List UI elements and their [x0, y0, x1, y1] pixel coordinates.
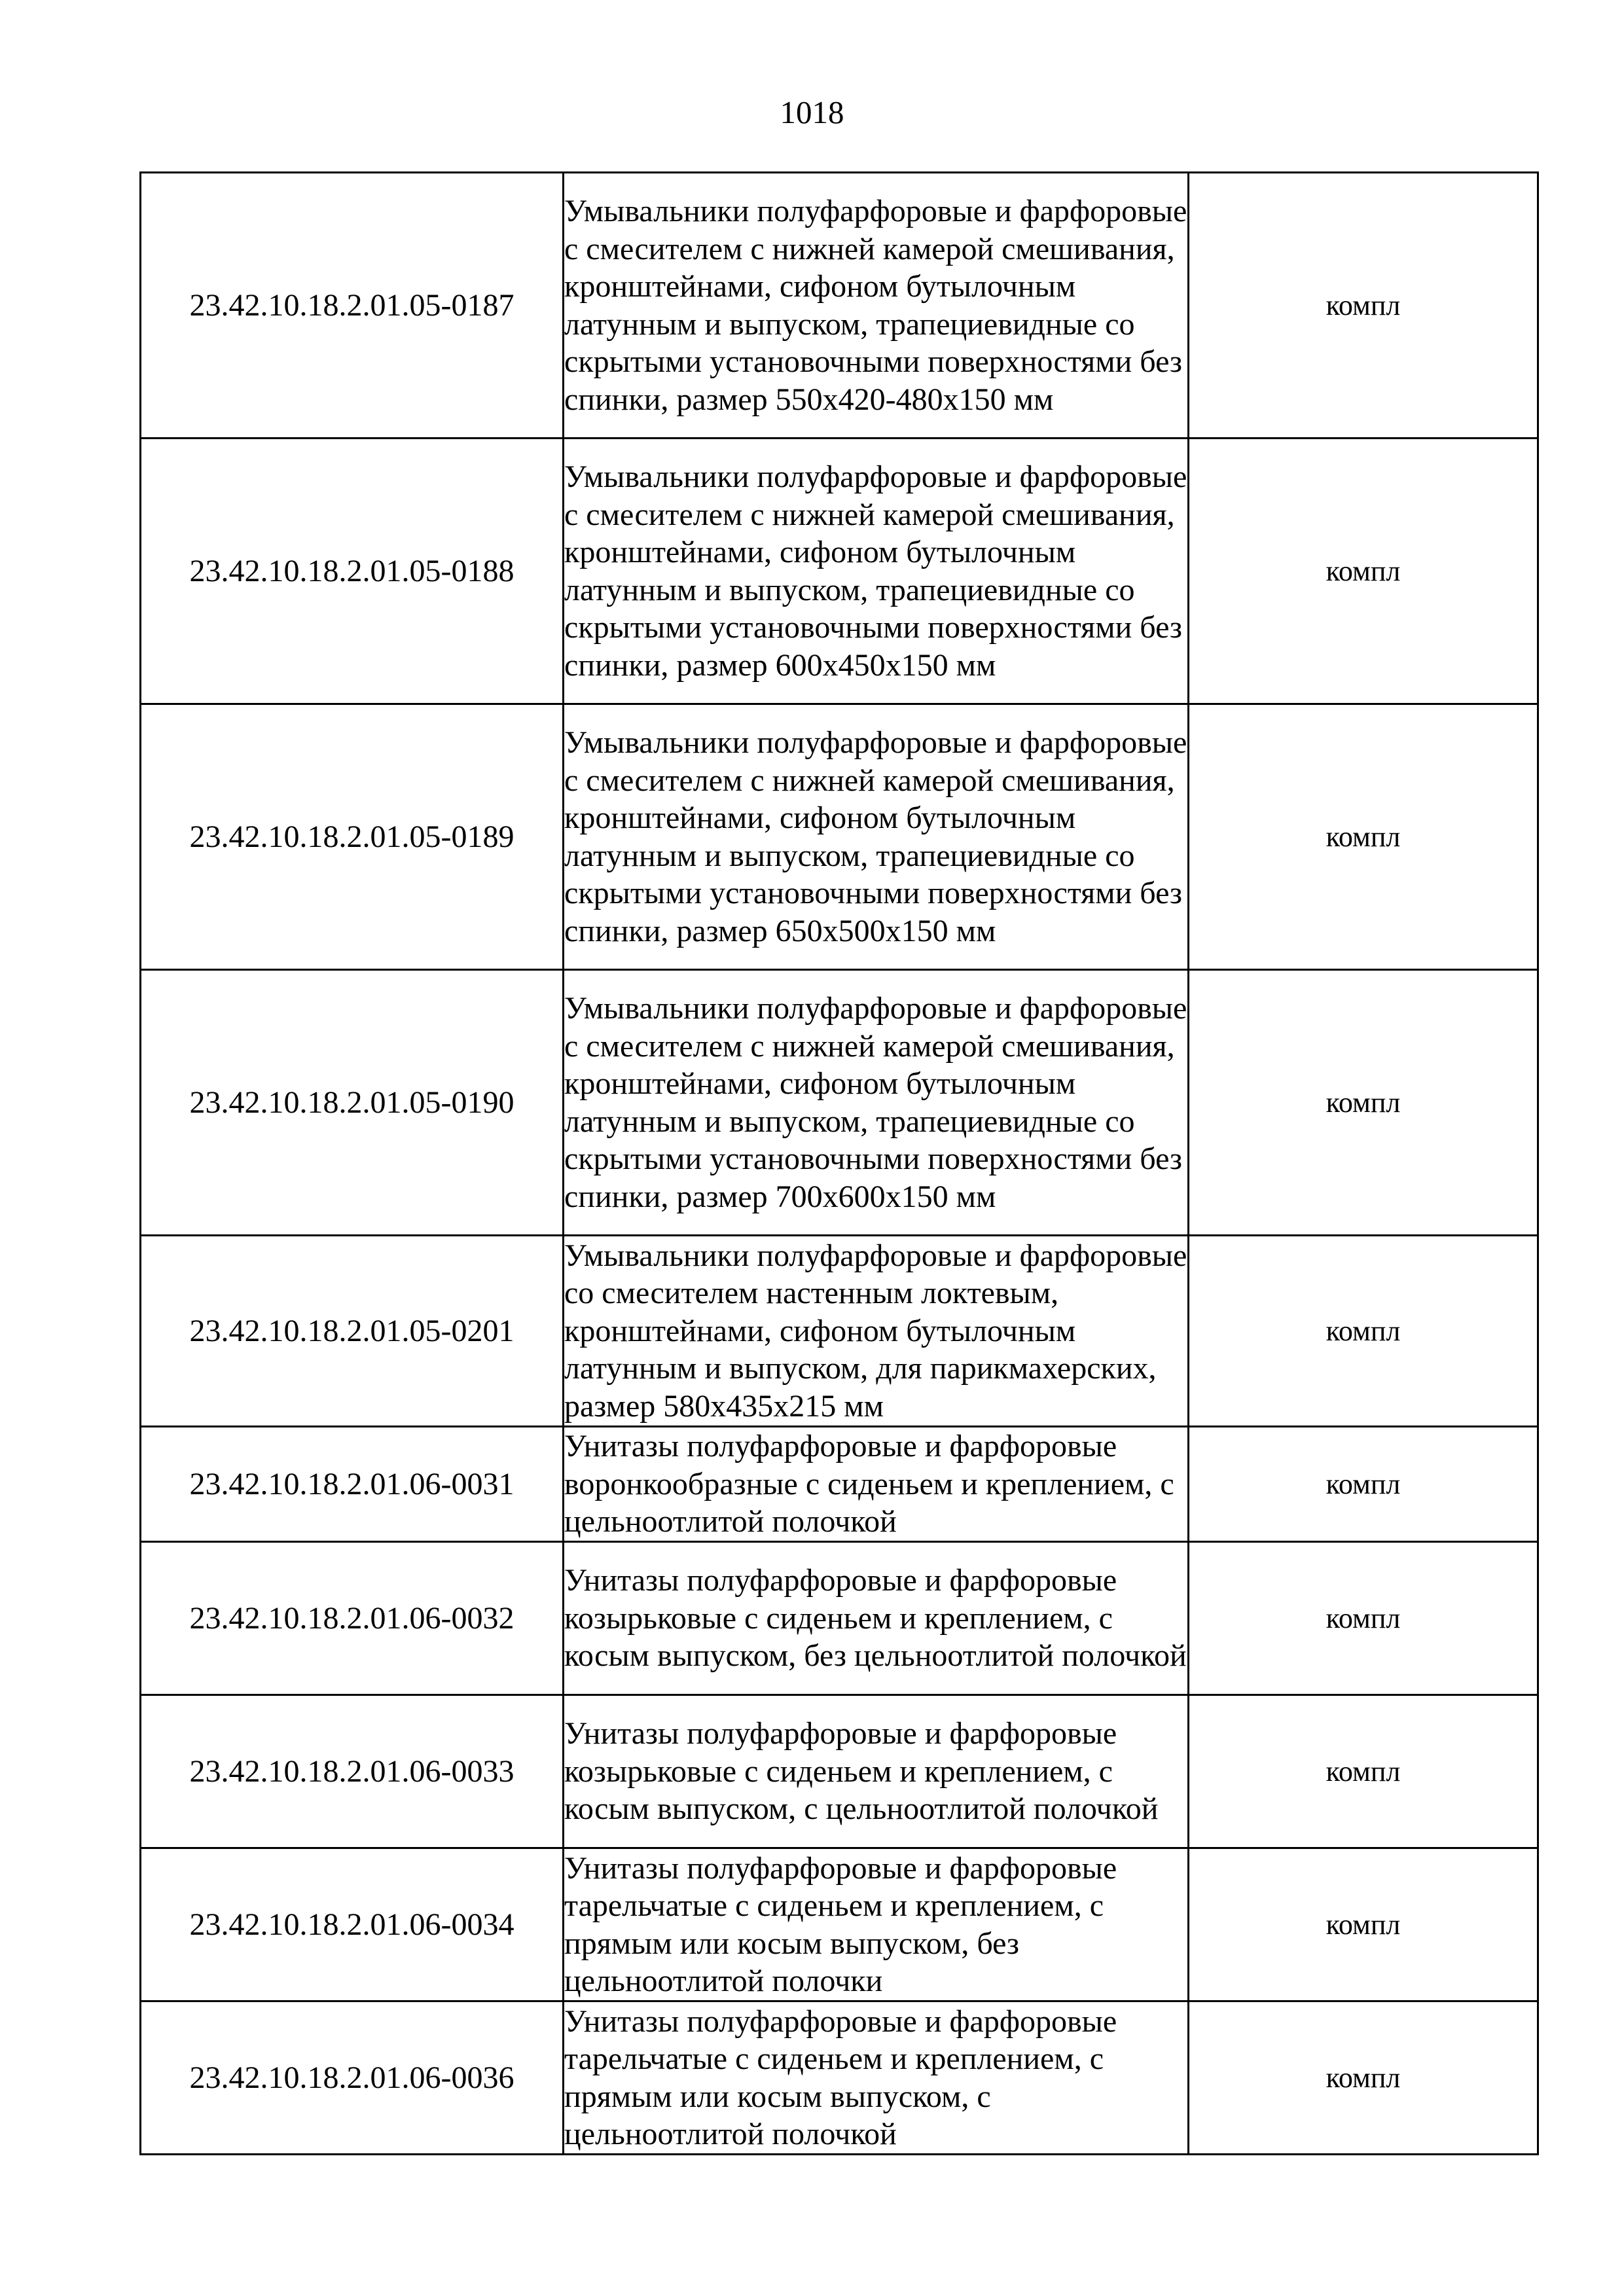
row-description: Унитазы полуфарфоровые и фарфоровые тарельчатые с сиденьем и креплением, с прямым или косым выпуском, без цельноотлитой полочки	[564, 1848, 1189, 2001]
table-row	[141, 1848, 1538, 2001]
row-code: 23.42.10.18.2.01.05-0189	[141, 704, 564, 970]
table-row	[141, 1236, 1538, 1427]
row-code: 23.42.10.18.2.01.05-0187	[141, 173, 564, 439]
row-unit: компл	[1189, 1848, 1538, 2001]
row-code: 23.42.10.18.2.01.06-0034	[141, 1848, 564, 2001]
row-description: Умывальники полуфарфоровые и фарфоровые с смесителем с нижней камерой смешивания, кронштейнами, сифоном бутылочным латунным и выпуском, трапециевидные со скрытыми установочными поверхностями без спинки, размер 700х600х150 мм	[564, 970, 1189, 1236]
row-description: Умывальники полуфарфоровые и фарфоровые с смесителем с нижней камерой смешивания, кронштейнами, сифоном бутылочным латунным и выпуском, трапециевидные со скрытыми установочными поверхностями без спинки, размер 650х500х150 мм	[564, 704, 1189, 970]
row-unit: компл	[1189, 173, 1538, 439]
row-code: 23.42.10.18.2.01.05-0201	[141, 1236, 564, 1427]
row-description: Унитазы полуфарфоровые и фарфоровые козырьковые с сиденьем и креплением, с косым выпуском, без цельноотлитой полочкой	[564, 1542, 1189, 1695]
row-unit: компл	[1189, 439, 1538, 704]
row-unit: компл	[1189, 2001, 1538, 2155]
row-description: Умывальники полуфарфоровые и фарфоровые со смесителем настенным локтевым, кронштейнами, сифоном бутылочным латунным и выпуском, для парикмахерских, размер 580х435х215 мм	[564, 1236, 1189, 1427]
table-row	[141, 439, 1538, 704]
table-row	[141, 2001, 1538, 2155]
row-code: 23.42.10.18.2.01.05-0190	[141, 970, 564, 1236]
row-description: Унитазы полуфарфоровые и фарфоровые козырьковые с сиденьем и креплением, с косым выпуском, с цельноотлитой полочкой	[564, 1695, 1189, 1848]
resource-table	[139, 171, 1539, 2155]
table-row	[141, 1695, 1538, 1848]
table-row	[141, 1542, 1538, 1695]
row-code: 23.42.10.18.2.01.06-0032	[141, 1542, 564, 1695]
row-code: 23.42.10.18.2.01.06-0031	[141, 1427, 564, 1542]
row-unit: компл	[1189, 1427, 1538, 1542]
row-code: 23.42.10.18.2.01.05-0188	[141, 439, 564, 704]
row-unit: компл	[1189, 1542, 1538, 1695]
row-description: Умывальники полуфарфоровые и фарфоровые с смесителем с нижней камерой смешивания, кронштейнами, сифоном бутылочным латунным и выпуском, трапециевидные со скрытыми установочными поверхностями без спинки, размер 600х450х150 мм	[564, 439, 1189, 704]
row-description: Унитазы полуфарфоровые и фарфоровые воронкообразные с сиденьем и креплением, с цельноотлитой полочкой	[564, 1427, 1189, 1542]
row-code: 23.42.10.18.2.01.06-0033	[141, 1695, 564, 1848]
table-row	[141, 173, 1538, 439]
table-row	[141, 1427, 1538, 1542]
row-description: Умывальники полуфарфоровые и фарфоровые с смесителем с нижней камерой смешивания, кронштейнами, сифоном бутылочным латунным и выпуском, трапециевидные со скрытыми установочными поверхностями без спинки, размер 550х420-480х150 мм	[564, 173, 1189, 439]
table-row	[141, 704, 1538, 970]
row-unit: компл	[1189, 704, 1538, 970]
table-row	[141, 970, 1538, 1236]
row-code: 23.42.10.18.2.01.06-0036	[141, 2001, 564, 2155]
row-description: Унитазы полуфарфоровые и фарфоровые тарельчатые с сиденьем и креплением, с прямым или косым выпуском, с цельноотлитой полочкой	[564, 2001, 1189, 2155]
row-unit: компл	[1189, 1695, 1538, 1848]
row-unit: компл	[1189, 970, 1538, 1236]
page-number: 1018	[780, 94, 844, 130]
row-unit: компл	[1189, 1236, 1538, 1427]
